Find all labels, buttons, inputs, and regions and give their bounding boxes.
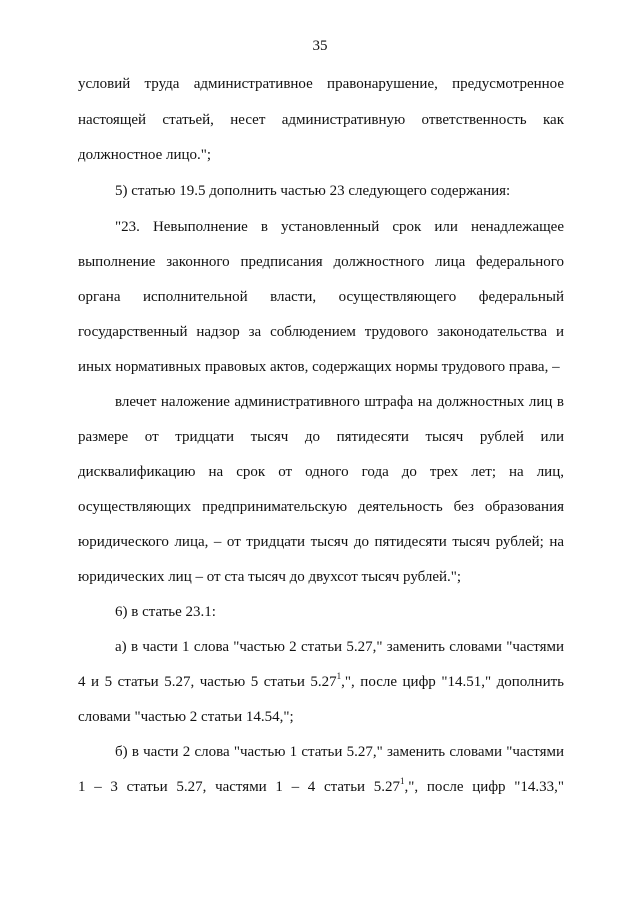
text-line <box>78 778 564 796</box>
text-line: "23. Невыполнение в установленный срок или ненадлежащее <box>115 219 564 235</box>
text-line: условий труда административное правонарушение, предусмотренное <box>78 76 564 92</box>
superscript: 1 <box>336 671 342 681</box>
text-line: 6) в статье 23.1: <box>115 604 216 620</box>
text-line: словами "частью 2 статьи 14.54,"; <box>78 709 294 725</box>
text-line: осуществляющих предпринимательскую деятельность без образования <box>78 499 564 515</box>
text-line: юридического лица, – от тридцати тысяч до пятидесяти тысяч рублей; на <box>78 534 564 550</box>
text-line: влечет наложение административного штрафа на должностных лиц в <box>115 394 564 410</box>
text-line: выполнение законного предписания должностного лица федерального <box>78 254 564 270</box>
text-line: дисквалификацию на срок от одного года до трех лет; на лиц, <box>78 464 564 480</box>
text-line: иных нормативных правовых актов, содержащих нормы трудового права, – <box>78 359 560 375</box>
text-segment: ,", после цифр "14.33," <box>404 779 564 795</box>
text-line: 5) статью 19.5 дополнить частью 23 следующего содержания: <box>115 183 511 199</box>
text-line: должностное лицо."; <box>78 147 212 163</box>
text-line: размере от тридцати тысяч до пятидесяти тысяч рублей или <box>78 429 564 445</box>
text-segment: 4 и 5 статьи 5.27, частью 5 статьи 5.27 <box>78 674 337 690</box>
text-line <box>78 673 564 691</box>
text-line: а) в части 1 слова "частью 2 статьи 5.27," заменить словами "частями <box>115 639 564 655</box>
text-line: юридических лиц – от ста тысяч до двухсот тысяч рублей."; <box>78 569 462 585</box>
superscript: 1 <box>400 776 405 786</box>
text-line: б) в части 2 слова "частью 1 статьи 5.27," заменить словами "частями <box>115 744 564 760</box>
text-line: настоящей статьей, несет административную ответственность как <box>78 112 564 128</box>
text-segment: ,", после цифр "14.51," дополнить <box>341 674 564 690</box>
text-line: государственный надзор за соблюдением трудового законодательства и <box>78 324 564 340</box>
text-line: органа исполнительной власти, осуществляющего федеральный <box>78 289 564 305</box>
page-number: 35 <box>312 38 328 54</box>
text-segment: 1 – 3 статьи 5.27, частями 1 – 4 статьи 5.27 <box>78 779 401 795</box>
